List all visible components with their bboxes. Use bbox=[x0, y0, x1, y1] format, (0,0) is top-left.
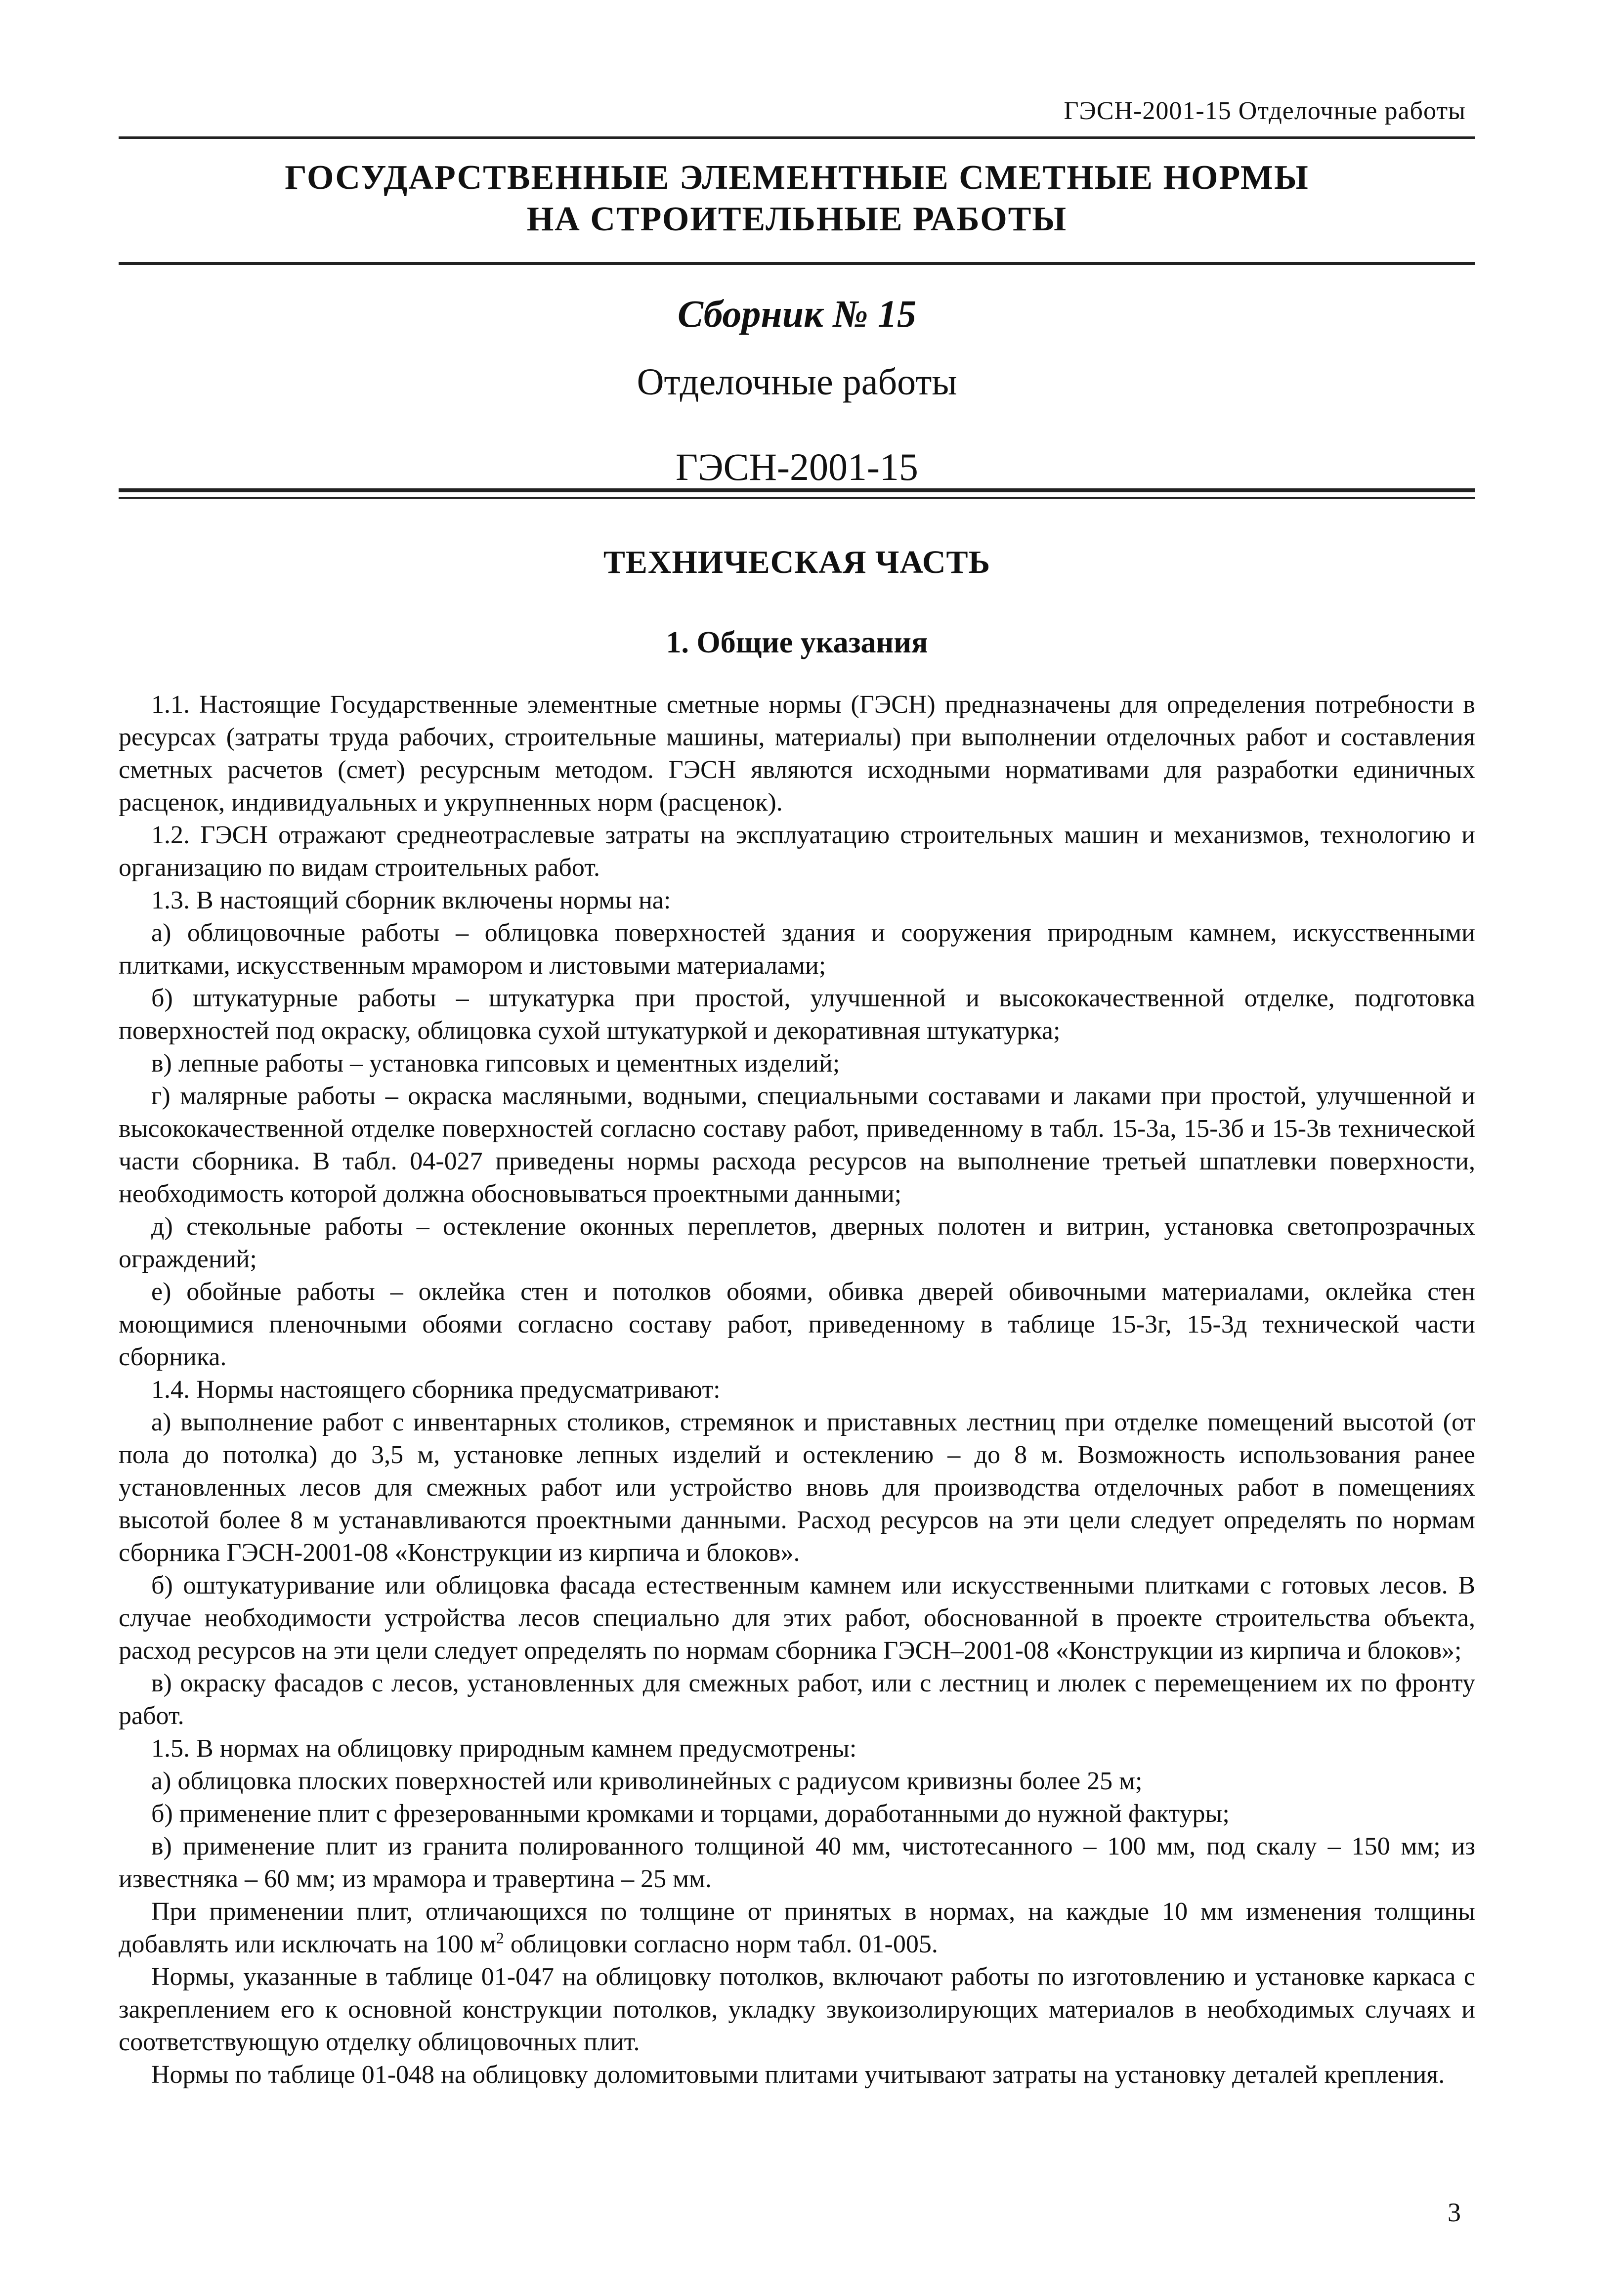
paragraph: 1.4. Нормы настоящего сборника предусматривают: bbox=[151, 1376, 721, 1404]
main-title bbox=[119, 157, 1475, 240]
header-rule bbox=[119, 136, 1475, 139]
paragraph: а) облицовочные работы – облицовка поверхностей здания и сооружения природным камнем, искусственными плитками, искусственным мрамором и листовыми материалами; bbox=[119, 919, 1475, 980]
collection-code: ГЭСН-2001-15 bbox=[676, 445, 918, 488]
paragraph: б) штукатурные работы – штукатурка при простой, улучшенной и высококачественной отделке, подготовка поверхностей под окраску, облицовка сухой штукатуркой и декоративная штукатурка; bbox=[119, 984, 1475, 1045]
paragraph: Нормы по таблице 01-048 на облицовку доломитовыми плитами учитывают затраты на установку деталей крепления. bbox=[151, 2061, 1445, 2089]
code-rule-thin bbox=[119, 497, 1475, 499]
superscript: 2 bbox=[496, 1929, 504, 1947]
paragraph-thickness bbox=[119, 1896, 1475, 1961]
paragraph: д) стекольные работы – остекление оконных переплетов, дверных полотен и витрин, установка светопрозрачных ограждений; bbox=[119, 1212, 1475, 1273]
paragraph: б) применение плит с фрезерованными кромками и торцами, доработанными до нужной фактуры; bbox=[151, 1800, 1230, 1828]
running-header: ГЭСН-2001-15 Отделочные работы bbox=[1064, 97, 1466, 125]
title-rule bbox=[119, 262, 1475, 265]
body-text bbox=[119, 689, 1475, 2091]
collection-number: Сборник № 15 bbox=[677, 292, 917, 335]
paragraph: 1.3. В настоящий сборник включены нормы на: bbox=[151, 886, 671, 914]
code-rule-thick bbox=[119, 488, 1475, 492]
text-span: облицовки согласно норм табл. 01-005. bbox=[504, 1930, 938, 1958]
paragraph: 1.1. Настоящие Государственные элементные сметные нормы (ГЭСН) предназначены для определения потребности в ресурсах (затраты труда рабочих, строительные машины, материалы) при выполнении отделочных работ и составления сметных расчетов (смет) ресурсным методом. ГЭСН являются исходными нормативами для разработки единичных расценок, индивидуальных и укрупненных норм (расценок). bbox=[119, 691, 1475, 817]
main-title-line-1: ГОСУДАРСТВЕННЫЕ ЭЛЕМЕНТНЫЕ СМЕТНЫЕ НОРМЫ bbox=[285, 159, 1309, 197]
collection-name: Отделочные работы bbox=[637, 361, 957, 403]
subsection-title: 1. Общие указания bbox=[666, 626, 928, 659]
paragraph: е) обойные работы – оклейка стен и потолков обоями, обивка дверей обивочными материалами, оклейка стен моющимися пленочными обоями согласно составу работ, приведенному в таблице 15-3г, 15-3д технической части сборника. bbox=[119, 1278, 1475, 1371]
paragraph: а) облицовка плоских поверхностей или криволинейных с радиусом кривизны более 25 м; bbox=[151, 1767, 1143, 1795]
paragraph: 1.5. В нормах на облицовку природным камнем предусмотрены: bbox=[151, 1734, 857, 1763]
paragraph: в) применение плит из гранита полированного толщиной 40 мм, чистотесанного – 100 мм, под скалу – 150 мм; из известняка – 60 мм; из мрамора и травертина – 25 мм. bbox=[119, 1832, 1475, 1893]
paragraph: б) оштукатуривание или облицовка фасада естественным камнем или искусственными плитками с готовых лесов. В случае необходимости устройства лесов специально для этих работ, обоснованной в проекте строительства объекта, расход ресурсов на эти цели следует определять по нормам сборника ГЭСН–2001-08 «Конструкции из кирпича и блоков»; bbox=[119, 1571, 1475, 1665]
paragraph: Нормы, указанные в таблице 01-047 на облицовку потолков, включают работы по изготовлению и установке каркаса с закреплением его к основной конструкции потолков, укладку звукоизолирующих материалов в необходимых случаях и соответствующую отделку облицовочных плит. bbox=[119, 1963, 1475, 2056]
main-title-line-2: НА СТРОИТЕЛЬНЫЕ РАБОТЫ bbox=[526, 200, 1068, 238]
paragraph: в) окраску фасадов с лесов, установленных для смежных работ, или с лестниц и люлек с перемещением их по фронту работ. bbox=[119, 1669, 1475, 1730]
section-title: ТЕХНИЧЕСКАЯ ЧАСТЬ bbox=[603, 544, 991, 580]
paragraph: в) лепные работы – установка гипсовых и цементных изделий; bbox=[151, 1049, 840, 1078]
paragraph: а) выполнение работ с инвентарных столиков, стремянок и приставных лестниц при отделке помещений высотой (от пола до потолка) до 3,5 м, установке лепных изделий и остеклению – до 8 м. Возможность использования ранее установленных лесов для смежных работ или устройство вновь для производства отделочных работ в помещениях высотой более 8 м устанавливаются проектными данными. Расход ресурсов на эти цели следует определять по нормам сборника ГЭСН-2001-08 «Конструкции из кирпича и блоков». bbox=[119, 1408, 1475, 1567]
page-number: 3 bbox=[1448, 2198, 1461, 2227]
paragraph: 1.2. ГЭСН отражают среднеотраслевые затраты на эксплуатацию строительных машин и механизмов, технологию и организацию по видам строительных работ. bbox=[119, 821, 1475, 882]
paragraph: г) малярные работы – окраска масляными, водными, специальными составами и лаками при простой, улучшенной и высококачественной отделке поверхностей согласно составу работ, приведенному в табл. 15-3а, 15-3б и 15-3в технической части сборника. В табл. 04-027 приведены нормы расхода ресурсов на выполнение третьей шпатлевки поверхности, необходимость которой должна обосновываться проектными данными; bbox=[119, 1082, 1475, 1208]
text-span: При применении плит, отличающихся по толщине от принятых в нормах, на каждые 10 мм изменения толщины добавлять или исключать на 100 м bbox=[119, 1898, 1475, 1958]
